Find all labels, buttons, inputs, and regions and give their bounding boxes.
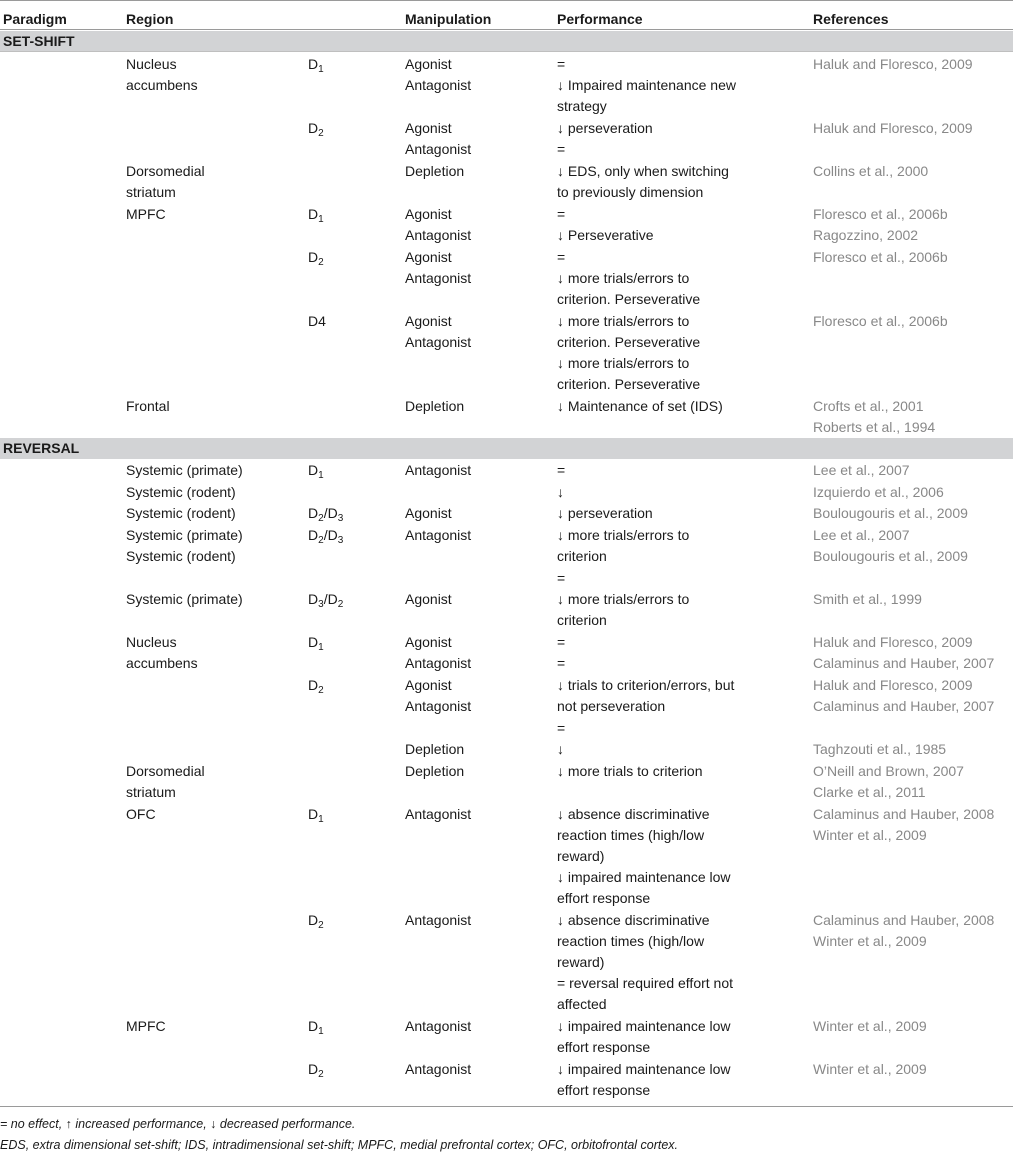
performance-cell: ↓ Maintenance of set (IDS): [557, 398, 723, 414]
reference-cell: Lee et al., 2007: [813, 527, 910, 543]
performance-cell: ↓ Impaired maintenance new: [557, 77, 736, 93]
section-set-shift: SET-SHIFT: [0, 31, 1013, 52]
performance-cell: ↓ Perseverative: [557, 227, 654, 243]
section-reversal: REVERSAL: [0, 438, 1013, 459]
performance-cell: =: [557, 720, 566, 736]
region-cell: Systemic (primate): [126, 591, 243, 607]
region-cell: Frontal: [126, 398, 170, 414]
reference-cell: Haluk and Floresco, 2009: [813, 634, 973, 650]
reference-cell: Boulougouris et al., 2009: [813, 548, 968, 564]
performance-cell: effort response: [557, 1082, 651, 1098]
performance-cell: ↓ more trials to criterion: [557, 763, 703, 779]
reference-cell: Crofts et al., 2001: [813, 398, 924, 414]
reference-cell: Lee et al., 2007: [813, 462, 910, 478]
performance-cell: criterion: [557, 612, 607, 628]
performance-cell: =: [557, 206, 566, 222]
reference-cell: Winter et al., 2009: [813, 933, 927, 949]
performance-cell: reward): [557, 954, 605, 970]
performance-cell: reward): [557, 848, 605, 864]
receptor-cell: D4: [308, 313, 326, 329]
performance-cell: ↓ impaired maintenance low: [557, 1061, 731, 1077]
reference-cell: Floresco et al., 2006b: [813, 313, 948, 329]
receptor-cell: $D_1$: [308, 56, 324, 75]
reference-cell: Winter et al., 2009: [813, 1018, 927, 1034]
footnote-abbreviations: EDS, extra dimensional set-shift; IDS, intradimensional set-shift; MPFC, medial prefrontal cortex; OFC, orbitofrontal cortex.: [0, 1138, 679, 1152]
performance-cell: ↓ absence discriminative: [557, 912, 710, 928]
performance-cell: strategy: [557, 98, 607, 114]
performance-cell: ↓ more trials/errors to: [557, 270, 690, 286]
reference-cell: Smith et al., 1999: [813, 591, 922, 607]
manipulation-cell: Agonist: [405, 249, 452, 265]
performance-cell: criterion. Perseverative: [557, 291, 701, 307]
region-cell: OFC: [126, 806, 156, 822]
performance-cell: = reversal required effort not: [557, 975, 734, 991]
region-cell: accumbens: [126, 77, 198, 93]
manipulation-cell: Antagonist: [405, 1018, 472, 1034]
region-cell: striatum: [126, 184, 176, 200]
header-region: Region: [126, 11, 174, 27]
reference-cell: Ragozzino, 2002: [813, 227, 919, 243]
reference-cell: Calaminus and Hauber, 2007: [813, 655, 995, 671]
footnote-symbols: = no effect, ↑ increased performance, ↓ decreased performance.: [0, 1117, 356, 1131]
performance-cell: ↓ more trials/errors to: [557, 527, 690, 543]
reference-cell: Clarke et al., 2011: [813, 784, 926, 800]
table-bottom-rule: [0, 1106, 1013, 1107]
receptor-cell: $D_1$: [308, 1018, 324, 1037]
performance-cell: =: [557, 634, 566, 650]
performance-cell: =: [557, 462, 566, 478]
manipulation-cell: Agonist: [405, 505, 452, 521]
receptor-cell: $D_1$: [308, 462, 324, 481]
region-cell: Dorsomedial: [126, 163, 205, 179]
manipulation-cell: Depletion: [405, 763, 465, 779]
performance-cell: reaction times (high/low: [557, 933, 705, 949]
receptor-cell: $D_2$: [308, 120, 324, 139]
manipulation-cell: Agonist: [405, 677, 452, 693]
manipulation-cell: Antagonist: [405, 77, 472, 93]
performance-cell: ↓ more trials/errors to: [557, 591, 690, 607]
region-cell: Systemic (primate): [126, 527, 243, 543]
performance-cell: ↓ absence discriminative: [557, 806, 710, 822]
header-performance: Performance: [557, 11, 643, 27]
reference-cell: Taghzouti et al., 1985: [813, 741, 947, 757]
manipulation-cell: Antagonist: [405, 1061, 472, 1077]
manipulation-cell: Antagonist: [405, 912, 472, 928]
manipulation-cell: Agonist: [405, 120, 452, 136]
reference-cell: O’Neill and Brown, 2007: [813, 763, 964, 779]
manipulation-cell: Agonist: [405, 634, 452, 650]
manipulation-cell: Agonist: [405, 206, 452, 222]
performance-cell: affected: [557, 996, 607, 1012]
manipulation-cell: Agonist: [405, 313, 452, 329]
reference-cell: Izquierdo et al., 2006: [813, 484, 944, 500]
receptor-cell: $D_3/D_2$: [308, 591, 344, 610]
reference-cell: Winter et al., 2009: [813, 1061, 927, 1077]
performance-cell: criterion. Perseverative: [557, 334, 701, 350]
receptor-cell: $D_1$: [308, 634, 324, 653]
performance-cell: ↓: [557, 484, 564, 500]
reference-cell: Calaminus and Hauber, 2007: [813, 698, 995, 714]
reference-cell: Collins et al., 2000: [813, 163, 929, 179]
performance-cell: ↓ impaired maintenance low: [557, 1018, 731, 1034]
performance-cell: =: [557, 141, 566, 157]
manipulation-cell: Antagonist: [405, 527, 472, 543]
region-cell: accumbens: [126, 655, 198, 671]
manipulation-cell: Antagonist: [405, 227, 472, 243]
reference-cell: Roberts et al., 1994: [813, 419, 936, 435]
performance-cell: ↓ trials to criterion/errors, but: [557, 677, 735, 693]
manipulation-cell: Antagonist: [405, 141, 472, 157]
performance-cell: ↓ perseveration: [557, 120, 653, 136]
performance-cell: =: [557, 56, 566, 72]
performance-cell: reaction times (high/low: [557, 827, 705, 843]
performance-cell: criterion. Perseverative: [557, 376, 701, 392]
receptor-cell: $D_2$: [308, 677, 324, 696]
performance-cell: to previously dimension: [557, 184, 704, 200]
region-cell: striatum: [126, 784, 176, 800]
performance-cell: effort response: [557, 1039, 651, 1055]
performance-cell: ↓ more trials/errors to: [557, 313, 690, 329]
performance-cell: criterion: [557, 548, 607, 564]
receptor-cell: $D_2$: [308, 1061, 324, 1080]
region-cell: Systemic (primate): [126, 462, 243, 478]
receptor-cell: $D_2$: [308, 249, 324, 268]
reference-cell: Haluk and Floresco, 2009: [813, 120, 973, 136]
receptor-cell: $D_2$: [308, 912, 324, 931]
manipulation-cell: Depletion: [405, 163, 465, 179]
region-cell: Nucleus: [126, 634, 177, 650]
manipulation-cell: Antagonist: [405, 334, 472, 350]
manipulation-cell: Antagonist: [405, 655, 472, 671]
performance-cell: =: [557, 570, 566, 586]
region-cell: Systemic (rodent): [126, 484, 236, 500]
manipulation-cell: Depletion: [405, 741, 465, 757]
reference-cell: Boulougouris et al., 2009: [813, 505, 968, 521]
performance-cell: ↓ more trials/errors to: [557, 355, 690, 371]
manipulation-cell: Depletion: [405, 398, 465, 414]
performance-cell: ↓ impaired maintenance low: [557, 869, 731, 885]
receptor-cell: $D_1$: [308, 206, 324, 225]
manipulation-cell: Antagonist: [405, 698, 472, 714]
performance-cell: not perseveration: [557, 698, 666, 714]
header-manipulation: Manipulation: [405, 11, 492, 27]
performance-cell: ↓: [557, 741, 564, 757]
reference-cell: Haluk and Floresco, 2009: [813, 56, 973, 72]
reference-cell: Floresco et al., 2006b: [813, 249, 948, 265]
manipulation-cell: Antagonist: [405, 270, 472, 286]
reference-cell: Calaminus and Hauber, 2008: [813, 912, 995, 928]
receptor-cell: $D_2/D_3$: [308, 505, 344, 524]
receptor-cell: $D_1$: [308, 806, 324, 825]
region-cell: MPFC: [126, 1018, 166, 1034]
manipulation-cell: Agonist: [405, 56, 452, 72]
region-cell: Systemic (rodent): [126, 505, 236, 521]
reference-cell: Calaminus and Hauber, 2008: [813, 806, 995, 822]
manipulation-cell: Antagonist: [405, 806, 472, 822]
reference-cell: Floresco et al., 2006b: [813, 206, 948, 222]
header-references: References: [813, 11, 889, 27]
manipulation-cell: Antagonist: [405, 462, 472, 478]
region-cell: MPFC: [126, 206, 166, 222]
region-cell: Systemic (rodent): [126, 548, 236, 564]
reference-cell: Haluk and Floresco, 2009: [813, 677, 973, 693]
header-paradigm: Paradigm: [3, 11, 67, 27]
performance-cell: =: [557, 249, 566, 265]
performance-cell: ↓ perseveration: [557, 505, 653, 521]
reference-cell: Winter et al., 2009: [813, 827, 927, 843]
performance-cell: effort response: [557, 890, 651, 906]
region-cell: Nucleus: [126, 56, 177, 72]
performance-cell: ↓ EDS, only when switching: [557, 163, 729, 179]
receptor-cell: $D_2/D_3$: [308, 527, 344, 546]
performance-cell: =: [557, 655, 566, 671]
manipulation-cell: Agonist: [405, 591, 452, 607]
table-header: [0, 0, 1013, 30]
region-cell: Dorsomedial: [126, 763, 205, 779]
